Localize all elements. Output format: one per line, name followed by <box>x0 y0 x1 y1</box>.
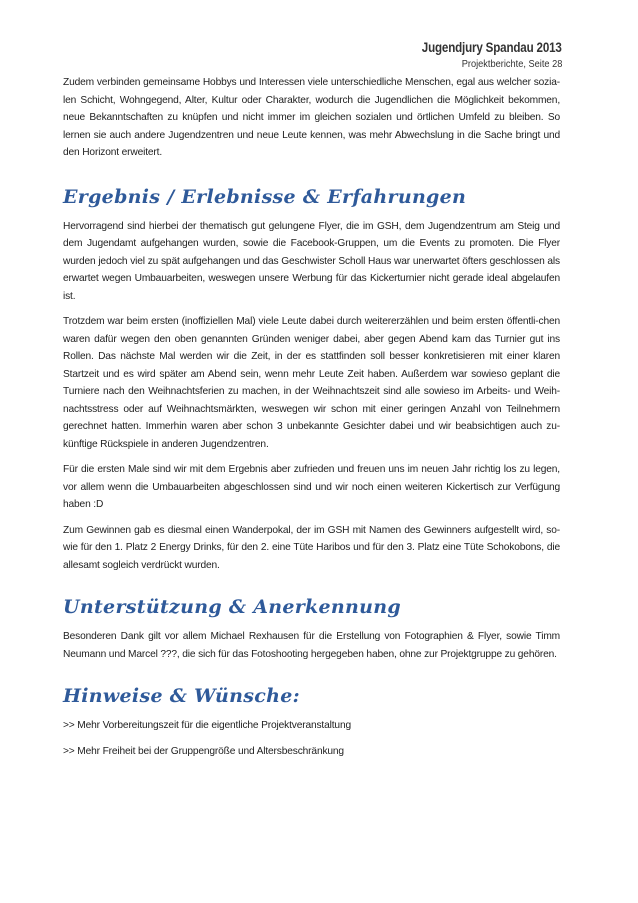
header-page-label: Projektberichte, Seite 28 <box>461 58 562 70</box>
paragraph: Hervorragend sind hierbei der thematisch gut gelungene Flyer, die im GSH, dem Jugendzentrum am Steig und dem Jugendamt aufgehangen wurden, sowie die Facebook-Gruppen, um die Events zu promoten. Die Flyer wurden jedoch viel zu spät aufgehangen und das Geschwister Scholl Haus war unerwartet öfters geschlossen als erwartet wegen Umbauarbeiten, weswegen unsere Werbung für das Kickerturnier nicht gerade ideal abgelaufen ist. <box>63 220 560 302</box>
section-heading-hinweise: Hinweise & Wünsche: <box>63 685 300 707</box>
paragraph: Zum Gewinnen gab es diesmal einen Wanderpokal, der im GSH mit Namen des Gewinners aufgestellt wird, so-wie für den 1. Platz 2 Energy Drinks, für den 2. eine Tüte Haribos und für den 3. Platz eine Tüte Schokobons, die allesamt sogleich verdrückt wurden. <box>63 524 560 571</box>
document-body <box>63 74 560 768</box>
intro-paragraph: Zudem verbinden gemeinsame Hobbys und Interessen viele unterschiedliche Menschen, egal aus welcher sozia-len Schicht, Wohngegend, Alter, Kultur oder Charakter, wodurch die Jugendlichen die Möglichkeit bekommen, neue Bekanntschaften zu knüpfen und nicht immer im gleichen sozialen und örtlichen Umfeld zu bleiben. So lernen sie auch andere Jugendzentren und neue Leute kennen, was mehr Abwechslung in die Sache bringt und den Horizont erweitert. <box>63 77 560 158</box>
list-item: >> Mehr Vorbereitungszeit für die eigentliche Projektveranstaltung <box>63 720 351 731</box>
paragraph: Trotzdem war beim ersten (inoffiziellen Mal) viele Leute dabei durch weitererzählen und beim ersten öffentli-chen waren dafür wegen den oben genannten Gründen weniger dabei, aber gegen Abend kam das Turnier gut ins Rollen. Das nächste Mal werden wir die Zeit, in der es stattfinden soll besser konkretisieren mit einer klaren Startzeit und es wird später am Abend sein, wenn mehr Leute Zeit haben. Außerdem war sowieso geplant die Turniere nach den Weihnachtsferien zu machen, in der Weihnachtszeit sind alle sowieso im Arbeits- und Weih-nachtsstress oder auf Weihnachtsmärkten, weswegen wir schon mit einer geringen Anzahl von Teilnehmern gerechnet hatten. Immerhin waren aber schon 3 unbekannte Gesichter dabei und wir beabsichtigen auch zu-künftige Rückspiele in anderen Jugendzentren. <box>63 316 560 450</box>
section-heading-unterstuetzung: Unterstützung & Anerkennung <box>63 596 401 618</box>
paragraph: Für die ersten Male sind wir mit dem Ergebnis aber zufrieden und freuen uns im neuen Jahr richtig los zu legen, vor allem wenn die Umbauarbeiten abgeschlossen sind und wir noch einen weiteren Kickertisch zur Verfügung haben :D <box>63 464 560 510</box>
header-title: Jugendjury Spandau 2013 <box>422 40 562 55</box>
section-heading-ergebnis: Ergebnis / Erlebnisse & Erfahrungen <box>63 185 467 208</box>
list-item: >> Mehr Freiheit bei der Gruppengröße und Altersbeschränkung <box>63 745 344 757</box>
paragraph: Besonderen Dank gilt vor allem Michael Rexhausen für die Erstellung von Fotographien & Flyer, sowie Timm Neumann und Marcel ???, die sich für das Fotoshooting hergegeben haben, ohne zur Projektgruppe zu gehören. <box>63 631 560 660</box>
